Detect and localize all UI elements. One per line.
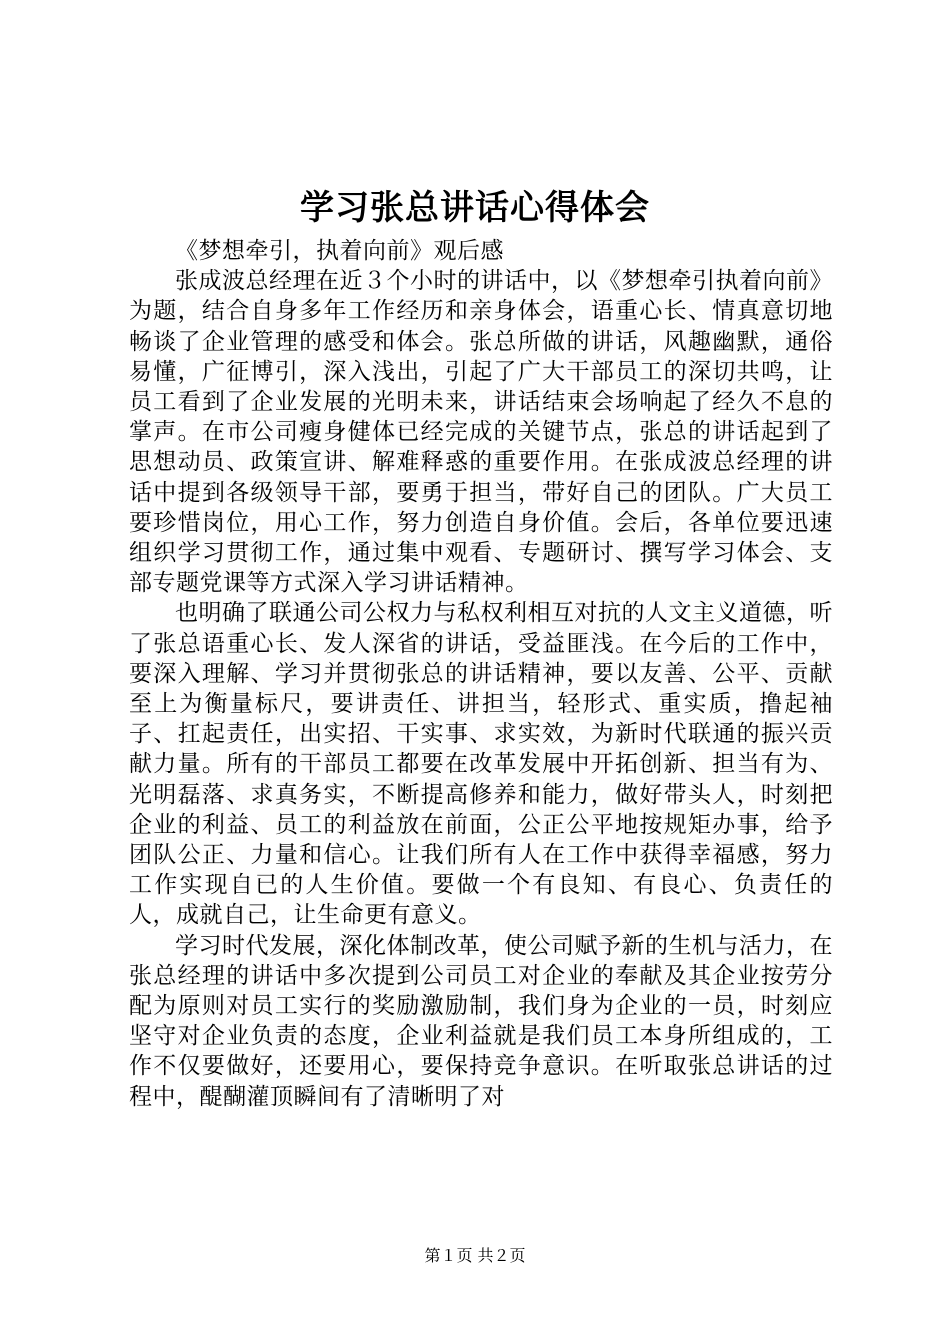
- body-paragraph: 也明确了联通公司公权力与私权利相互对抗的人文主义道德，听了张总语重心长、发人深省的讲话，受益匪浅。在今后的工作中，要深入理解、学习并贯彻张总的讲话精神，要以友善、公平、贡献至上为衡量标尺，要讲责任、讲担当，轻形式、重实质，撸起袖子、扛起责任，出实招、干实事、求实效，为新时代联通的振兴贡献力量。所有的干部员工都要在改革发展中开拓创新、担当有为、光明磊落、求真务实，不断提高修养和能力，做好带头人，时刻把企业的利益、员工的利益放在前面，公正公平地按规矩办事，给予团队公正、力量和信心。让我们所有人在工作中获得幸福感，努力工作实现自已的人生价值。要做一个有良知、有良心、负责任的人，成就自己，让生命更有意义。: [129, 600, 833, 929]
- page-footer: 第１页 共２页: [424, 1246, 526, 1265]
- body-paragraph: 张成波总经理在近３个小时的讲话中，以《梦想牵引执着向前》为题，结合自身多年工作经历和亲身体会，语重心长、情真意切地畅谈了企业管理的感受和体会。张总所做的讲话，风趣幽默，通俗易懂，广征博引，深入浅出，引起了广大干部员工的深切共鸣，让员工看到了企业发展的光明未来，讲话结束会场响起了经久不息的掌声。在市公司瘦身健体已经完成的关键节点，张总的讲话起到了思想动员、政策宣讲、解难释惑的重要作用。在张成波总经理的讲话中提到各级领导干部，要勇于担当，带好自己的团队。广大员工要珍惜岗位，用心工作，努力创造自身价值。会后，各单位要迅速组织学习贯彻工作，通过集中观看、专题研讨、撰写学习体会、支部专题党课等方式深入学习讲话精神。: [129, 268, 833, 597]
- subtitle-paragraph: 《梦想牵引，执着向前》观后感: [175, 238, 504, 264]
- document-body: [129, 236, 833, 1112]
- body-paragraph: 学习时代发展，深化体制改革，使公司赋予新的生机与活力，在张总经理的讲话中多次提到公司员工对企业的奉献及其企业按劳分配为原则对员工实行的奖励激励制，我们身为企业的一员，时刻应坚守对企业负责的态度，企业利益就是我们员工本身所组成的，工作不仅要做好，还要用心，要保持竞争意识。在听取张总讲话的过程中，醍醐灌顶瞬间有了清晰明了对: [129, 932, 833, 1110]
- page-title: 学习张总讲话心得体会: [300, 188, 650, 228]
